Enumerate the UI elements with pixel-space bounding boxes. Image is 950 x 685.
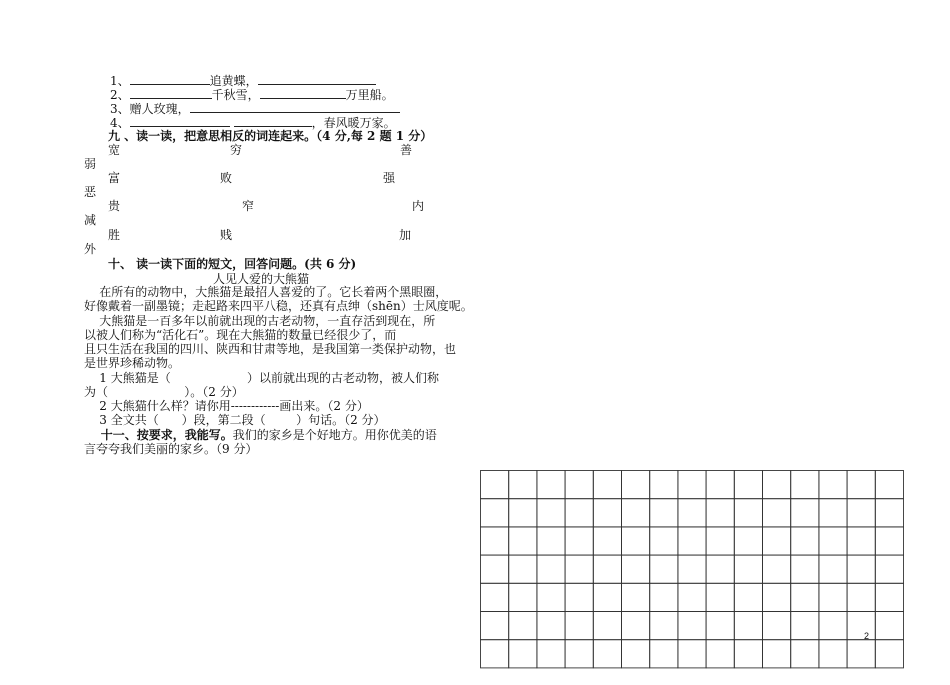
grid-cell[interactable] [763,527,791,555]
grid-cell[interactable] [622,471,650,499]
grid-cell[interactable] [678,612,706,640]
grid-cell[interactable] [565,499,593,527]
grid-cell[interactable] [481,471,509,499]
grid-cell[interactable] [706,471,734,499]
grid-cell[interactable] [622,612,650,640]
q9-row-4-b[interactable]: 贱 [220,228,233,242]
grid-cell[interactable] [875,583,903,611]
grid-cell[interactable] [706,499,734,527]
grid-cell[interactable] [593,555,621,583]
grid-cell[interactable] [678,499,706,527]
grid-cell[interactable] [565,583,593,611]
grid-cell[interactable] [706,527,734,555]
grid-cell[interactable] [875,471,903,499]
q9-row-2-b[interactable]: 败 [220,171,233,185]
grid-cell[interactable] [847,583,875,611]
passage-p1-line-2: 好像戴着一副墨镜；走起路来四平八稳，还真有点绅（shēn）士风度呢。 [84,299,473,313]
grid-cell[interactable] [622,555,650,583]
page-number: 2 [864,631,870,641]
grid-cell[interactable] [481,612,509,640]
grid-cell[interactable] [819,612,847,640]
q9-row-3-d[interactable]: 减 [84,213,97,227]
q9-heading: 九 、读一读，把意思相反的词连起来。（4 分,每 2 题 1 分） [108,129,433,143]
grid-cell[interactable] [481,640,509,668]
q11-text: 我们的家乡是个好地方。用你优美的语 [232,428,437,442]
fill-line-2-text: 千秋雪， [211,88,260,102]
q10-question-3[interactable]: 3 全文共（ ）段，第二段（ ）句话。（2 分） [84,413,386,427]
q9-row-3-b[interactable]: 窄 [242,199,255,213]
q10-question-1-line-1[interactable]: 1 大熊猫是（ ）以前就出现的古老动物，被人们称 [84,371,439,385]
q10-question-1-line-2[interactable]: 为（ ）。（2 分） [84,385,244,399]
grid-cell[interactable] [791,583,819,611]
grid-cell[interactable] [537,583,565,611]
fill-line-1 [110,73,376,88]
grid-cell[interactable] [678,583,706,611]
q9-row-3-a[interactable]: 贵 [108,199,121,213]
grid-cell[interactable] [875,640,903,668]
blank[interactable] [190,101,400,113]
grid-cell[interactable] [481,555,509,583]
grid-cell[interactable] [791,640,819,668]
q11-heading: 十一、按要求，我能写。 [84,428,233,442]
grid-cell[interactable] [678,527,706,555]
q9-row-1-c[interactable]: 善 [400,143,413,157]
grid-cell[interactable] [847,499,875,527]
q9-row-1-d[interactable]: 弱 [84,157,97,171]
grid-cell[interactable] [593,640,621,668]
q9-row-4-c[interactable]: 加 [399,228,412,242]
grid-cell[interactable] [791,555,819,583]
blank[interactable] [234,115,312,127]
grid-cell[interactable] [509,471,537,499]
grid-cell[interactable] [565,471,593,499]
fill-line-4 [110,115,396,130]
grid-cell[interactable] [537,555,565,583]
q9-row-3-c[interactable]: 内 [412,199,425,213]
passage-p1-line-1: 在所有的动物中，大熊猫是最招人喜爱的了。它长着两个黑眼圈， [84,285,448,299]
passage-p2-line-3: 且只生活在我国的四川、陕西和甘肃等地，是我国第一类保护动物，也 [84,342,457,356]
grid-cell[interactable] [537,612,565,640]
grid-cell[interactable] [593,612,621,640]
grid-cell[interactable] [650,471,678,499]
grid-cell[interactable] [565,527,593,555]
grid-cell[interactable] [763,583,791,611]
grid-cell[interactable] [819,471,847,499]
grid-cell[interactable] [847,471,875,499]
fill-line-4-text: ，春风暖万家。 [311,116,396,130]
grid-cell[interactable] [565,555,593,583]
grid-cell[interactable] [819,499,847,527]
grid-cell[interactable] [565,640,593,668]
grid-cell[interactable] [509,640,537,668]
grid-cell[interactable] [734,471,762,499]
fill-line-4-prefix: 4、 [110,116,130,130]
q11-line-2: 言夸夸我们美丽的家乡。（9 分） [84,442,258,456]
grid-cell[interactable] [706,555,734,583]
fill-line-2-end: 万里船。 [345,88,394,102]
grid-cell[interactable] [650,583,678,611]
q10-heading: 十、 读一读下面的短文，回答问题。(共 6 分) [108,257,357,271]
grid-cell[interactable] [847,640,875,668]
q11-line-1 [84,428,437,442]
grid-cell[interactable] [537,499,565,527]
grid-cell[interactable] [734,527,762,555]
grid-cell[interactable] [650,555,678,583]
grid-cell[interactable] [875,499,903,527]
grid-cell[interactable] [622,499,650,527]
grid-cell[interactable] [678,471,706,499]
grid-cell[interactable] [622,640,650,668]
grid-cell[interactable] [509,555,537,583]
grid-cell[interactable] [819,555,847,583]
grid-cell[interactable] [509,499,537,527]
grid-cell[interactable] [481,499,509,527]
grid-cell[interactable] [847,555,875,583]
grid-cell[interactable] [678,555,706,583]
grid-cell[interactable] [706,583,734,611]
blank[interactable] [130,115,230,127]
grid-cell[interactable] [481,527,509,555]
grid-cell[interactable] [734,499,762,527]
grid-cell[interactable] [734,612,762,640]
grid-cell[interactable] [763,612,791,640]
grid-cell[interactable] [791,612,819,640]
grid-cell[interactable] [593,527,621,555]
fill-line-3-text: 3、赠人玫瑰， [110,102,190,116]
grid-cell[interactable] [791,471,819,499]
grid-cell[interactable] [734,555,762,583]
grid-cell[interactable] [847,527,875,555]
grid-cell[interactable] [481,583,509,611]
grid-cell[interactable] [509,527,537,555]
fill-line-1-prefix: 1、 [110,74,130,88]
grid-cell[interactable] [650,527,678,555]
q9-row-4-d[interactable]: 外 [84,242,97,256]
q9-row-1-a[interactable]: 宽 [108,143,121,157]
grid-cell[interactable] [509,612,537,640]
grid-cell[interactable] [622,583,650,611]
q10-question-2[interactable]: 2 大熊猫什么样？请你用------------画出来。（2 分） [84,399,369,413]
grid-cell[interactable] [819,583,847,611]
grid-cell[interactable] [763,471,791,499]
grid-cell[interactable] [706,612,734,640]
passage-p2-line-1: 大熊猫是一百多年以前就出现的古老动物，一直存活到现在，所 [84,314,436,328]
grid-cell[interactable] [622,527,650,555]
fill-line-2 [110,87,394,102]
fill-line-3 [110,101,400,116]
grid-cell[interactable] [593,583,621,611]
q9-row-2-d[interactable]: 恶 [84,185,97,199]
grid-cell[interactable] [593,471,621,499]
fill-line-2-prefix: 2、 [110,88,130,102]
grid-cell[interactable] [593,499,621,527]
grid-cell[interactable] [565,612,593,640]
blank[interactable] [260,87,346,99]
writing-grid[interactable] [480,470,905,670]
fill-line-1-text: 追黄蝶， [209,74,258,88]
grid-cell[interactable] [509,583,537,611]
passage-p2-line-2: 以被人们称为“活化石”。现在大熊猫的数量已经很少了，而 [84,328,397,342]
grid-cell[interactable] [791,527,819,555]
grid-cell[interactable] [650,499,678,527]
q9-row-4-a[interactable]: 胜 [108,228,121,242]
grid-cell[interactable] [763,499,791,527]
grid-cell[interactable] [537,527,565,555]
blank[interactable] [258,73,376,85]
grid-cell[interactable] [847,612,875,640]
grid-cell[interactable] [875,555,903,583]
grid-cell[interactable] [650,640,678,668]
grid-cell[interactable] [875,527,903,555]
grid-cell[interactable] [678,640,706,668]
grid-cell[interactable] [734,640,762,668]
blank[interactable] [130,73,210,85]
grid-cell[interactable] [875,612,903,640]
grid-cell[interactable] [791,499,819,527]
passage-p2-line-4: 是世界珍稀动物。 [84,356,181,370]
grid-cell[interactable] [819,640,847,668]
grid-cell[interactable] [537,471,565,499]
grid-cell[interactable] [819,527,847,555]
blank[interactable] [130,87,212,99]
grid-cell[interactable] [763,555,791,583]
grid-cell[interactable] [734,583,762,611]
q9-row-2-a[interactable]: 富 [108,171,121,185]
grid-cell[interactable] [650,612,678,640]
q9-row-1-b[interactable]: 穷 [230,143,243,157]
q9-row-2-c[interactable]: 强 [383,171,396,185]
grid-cell[interactable] [537,640,565,668]
grid-cell[interactable] [763,640,791,668]
grid-cell[interactable] [706,640,734,668]
passage-title: 人见人爱的大熊猫 [213,272,310,286]
